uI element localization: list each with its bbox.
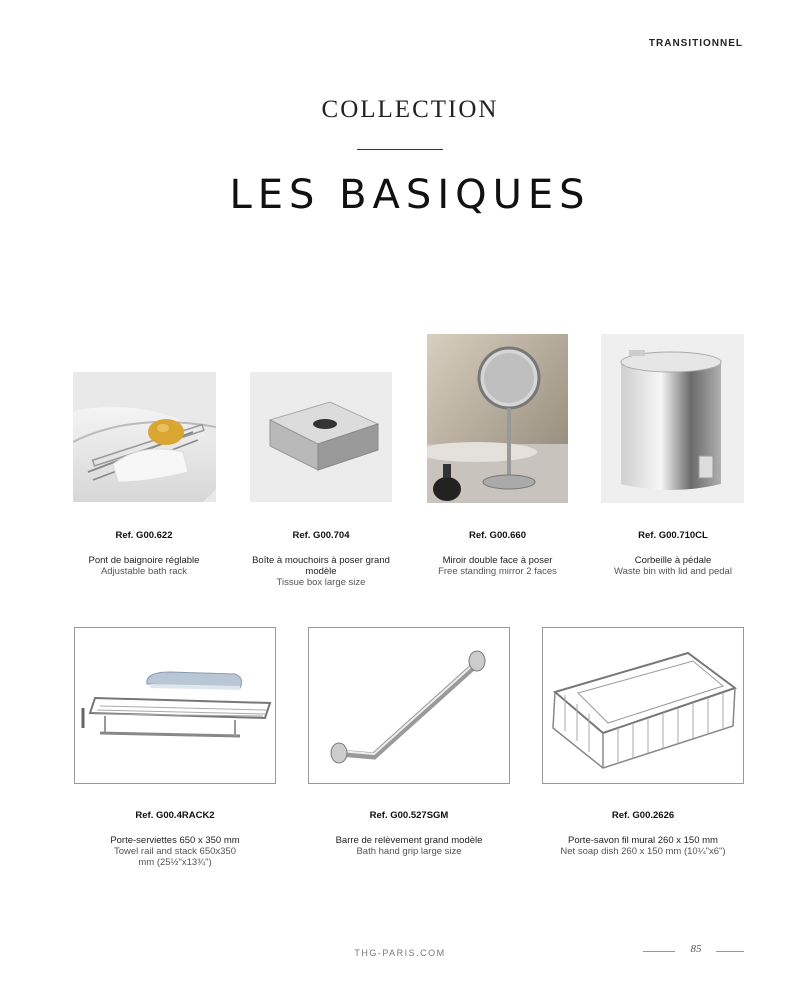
product-name-fr: Pont de baignoire réglable: [88, 555, 200, 566]
product-caption: [70, 530, 218, 577]
footer-rule-left: [643, 951, 675, 952]
product-ref: Ref. G00.527SGM: [369, 810, 449, 821]
page-title: LES BASIQUES: [229, 172, 591, 218]
product-name-en: Net soap dish 260 x 150 mm (10¼"x6"): [560, 846, 726, 857]
product-name-fr: Boîte à mouchoirs à poser grand modèle: [252, 555, 390, 577]
product-name-en: Adjustable bath rack: [100, 566, 188, 577]
product-ref: Ref. G00.4RACK2: [135, 810, 215, 821]
product-image-towel-rack: [74, 627, 276, 784]
product-caption: [594, 530, 752, 577]
product-name-fr: Barre de relèvement grand modèle: [335, 835, 483, 846]
product-image-grab-bar: [308, 627, 510, 784]
product-ref: Ref. G00.660: [468, 530, 527, 541]
product-name-en: Tissue box large size: [276, 577, 366, 588]
product-image-pedal-bin: [601, 334, 744, 503]
product-ref: Ref. G00.622: [115, 530, 173, 541]
product-ref: Ref. G00.704: [292, 530, 350, 541]
product-image-soap-dish: [542, 627, 744, 784]
product-caption: [420, 530, 575, 577]
product-caption: [535, 810, 751, 857]
product-caption: [246, 530, 396, 588]
product-image-tissue-box: [250, 372, 392, 502]
product-image-standing-mirror: [427, 334, 568, 503]
product-ref: Ref. G00.2626: [611, 810, 675, 821]
collection-label: COLLECTION: [321, 96, 499, 123]
product-name-en: Bath hand grip large size: [356, 846, 462, 857]
product-name-fr: Porte-savon fil mural 260 x 150 mm: [568, 835, 718, 846]
product-name-en: Waste bin with lid and pedal: [614, 566, 732, 577]
product-caption: [308, 810, 510, 857]
website-link[interactable]: THG-PARIS.COM: [354, 948, 446, 958]
product-caption: [74, 810, 276, 868]
product-image-bath-rack: [73, 372, 216, 502]
product-name-fr: Miroir double face à poser: [442, 555, 553, 566]
product-ref: Ref. G00.710CL: [638, 530, 708, 541]
footer-rule-right: [716, 951, 744, 952]
product-name-en: Towel rail and stack 650x350 mm (25½"x13¾"): [114, 846, 236, 868]
product-name-fr: Corbeille à pédale: [634, 555, 712, 566]
page-number: 85: [690, 943, 702, 955]
product-name-fr: Porte-serviettes 650 x 350 mm: [110, 835, 240, 846]
product-name-en: Free standing mirror 2 faces: [438, 566, 557, 577]
category-label: TRANSITIONNEL: [648, 38, 743, 49]
title-divider: [357, 149, 443, 150]
